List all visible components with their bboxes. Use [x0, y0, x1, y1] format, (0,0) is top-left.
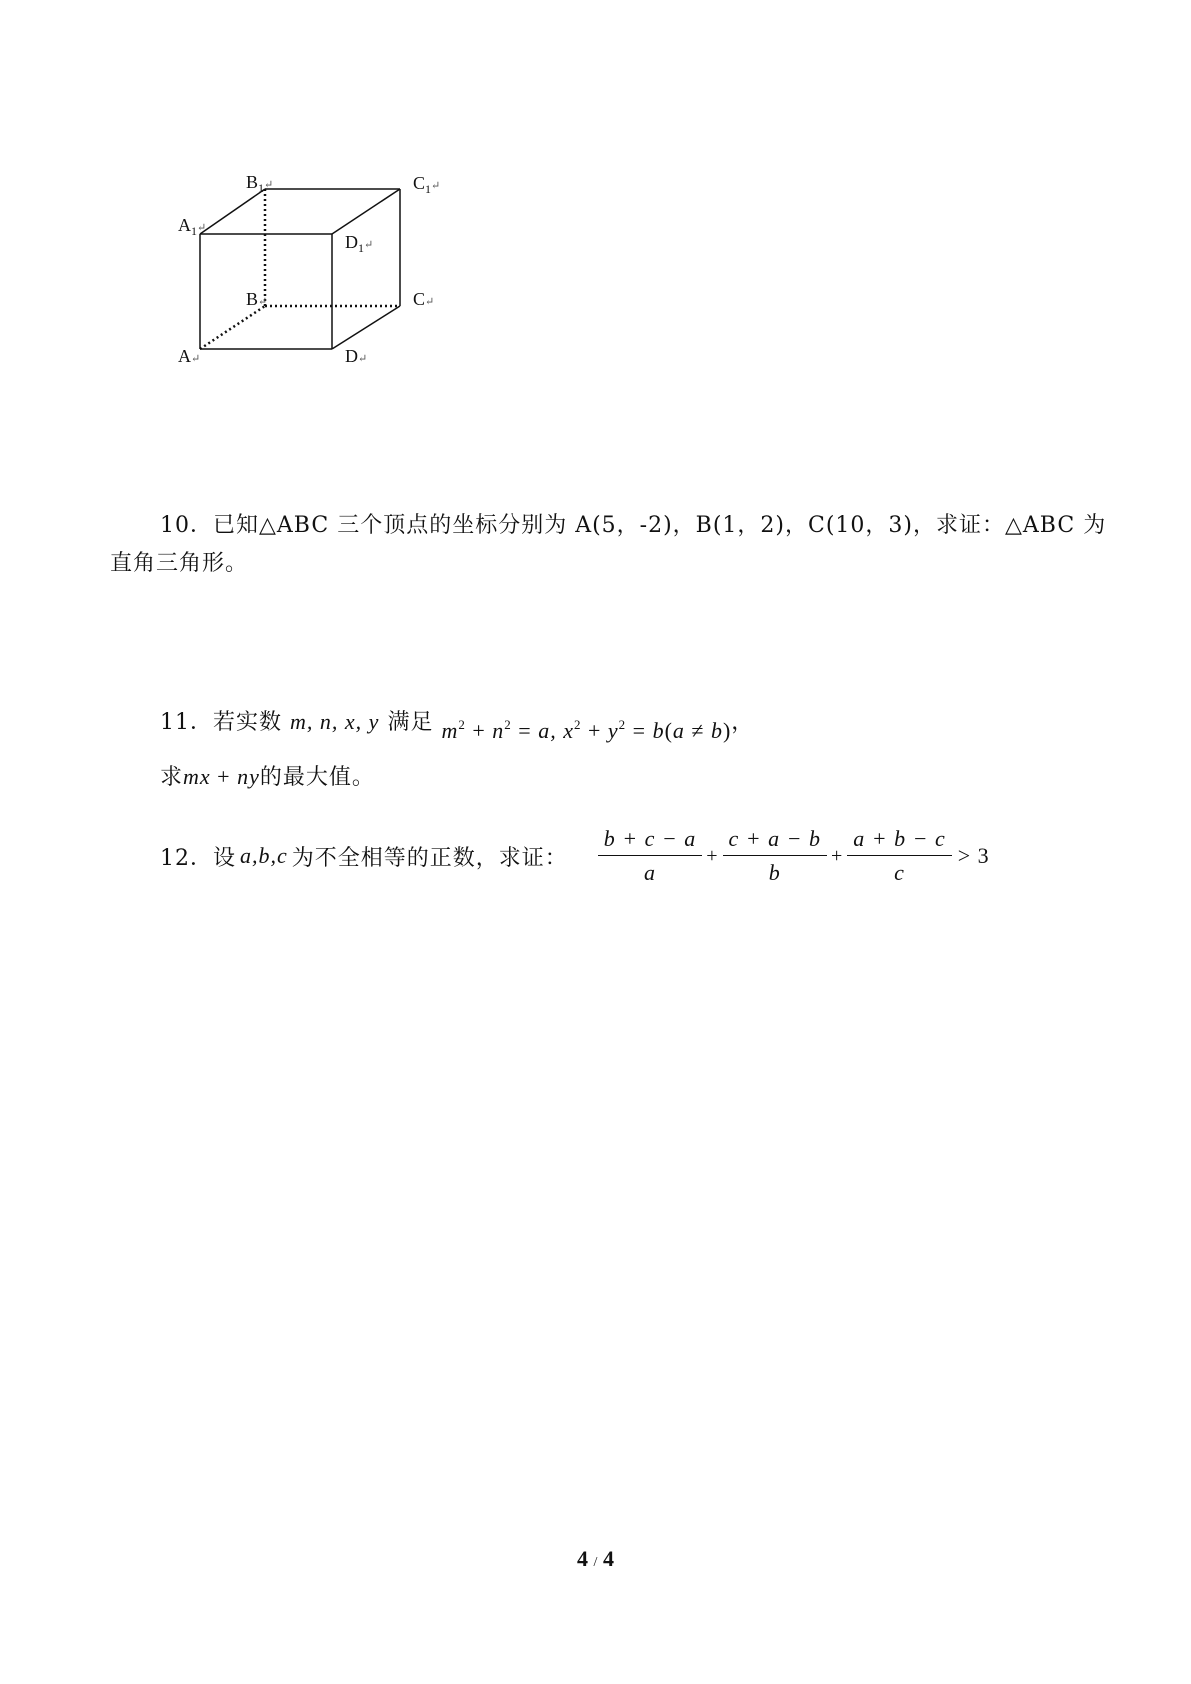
question-12-inequality: $\frac{b + c - a}{a}$ + $\frac{c + a - b}{b}$ + $\frac{a + b - c}{c}$ > 3 — [596, 826, 990, 886]
question-11-line1: 11．若实数 m, n, x, y 满足 $m^2 + n^2 = a$, $x^2 + y^2 = b(a \ne b)$， — [160, 709, 755, 743]
question-11-vars: m, n, x, y — [290, 709, 380, 734]
question-10-line2: 直角三角形。 — [110, 551, 249, 576]
question-12: 12． 设 a,b,c 为不全相等的正数，求证： $\frac{b + c - a}{a}$ + $\frac{c + a - b}{b}$ + $\frac{a + b - c}{c}$ > 3 — [160, 826, 990, 885]
page-separator: / — [593, 1555, 598, 1570]
question-10-line1 — [160, 508, 1106, 539]
vertex-label-b1: $B_1^↵$ — [246, 172, 274, 195]
fraction-3: $\frac{a + b - c}{c}$ — [847, 826, 951, 886]
edge-d1-c1 — [332, 189, 400, 234]
question-12-vars: a,b,c — [240, 843, 288, 868]
edge-a1-b1 — [200, 189, 265, 234]
question-11-number: 11． — [160, 710, 213, 735]
question-11-line2: 求mx + ny的最大值。 — [160, 764, 375, 790]
vertex-label-c: C↵ — [413, 289, 435, 309]
question-10-text: 已知△ABC 三个顶点的坐标分别为 A(5，-2)，B(1，2)，C(10，3)，求证：△ABC 为 — [213, 513, 1107, 538]
vertex-label-c1: $C_1^↵$ — [413, 173, 441, 196]
fraction-1: $\frac{b + c - a}{a}$ — [598, 826, 702, 886]
question-11-expression: mx + ny — [183, 764, 260, 789]
vertex-label-d: D↵ — [345, 346, 368, 366]
page-current: 4 — [577, 1546, 589, 1571]
vertex-label-a1: $A_1^↵$ — [178, 215, 207, 238]
vertex-label-a: A↵ — [178, 346, 201, 366]
fraction-2: $\frac{c + a - b}{b}$ — [723, 826, 827, 886]
question-11-condition: $m^2 + n^2 = a$, $x^2 + y^2 = b(a \ne b)$ — [441, 717, 732, 743]
inequality-rhs: > 3 — [957, 843, 990, 868]
vertex-label-b: B↵ — [246, 289, 268, 309]
hidden-edge-a-b — [200, 306, 265, 349]
question-10-number: 10． — [160, 513, 213, 538]
question-12-number: 12． — [160, 845, 213, 871]
page-number — [0, 1546, 1191, 1572]
page-total: 4 — [602, 1546, 614, 1571]
cube-figure — [170, 165, 490, 380]
edge-d-c — [332, 306, 400, 349]
vertex-label-d1: $D_1^↵$ — [345, 232, 374, 255]
